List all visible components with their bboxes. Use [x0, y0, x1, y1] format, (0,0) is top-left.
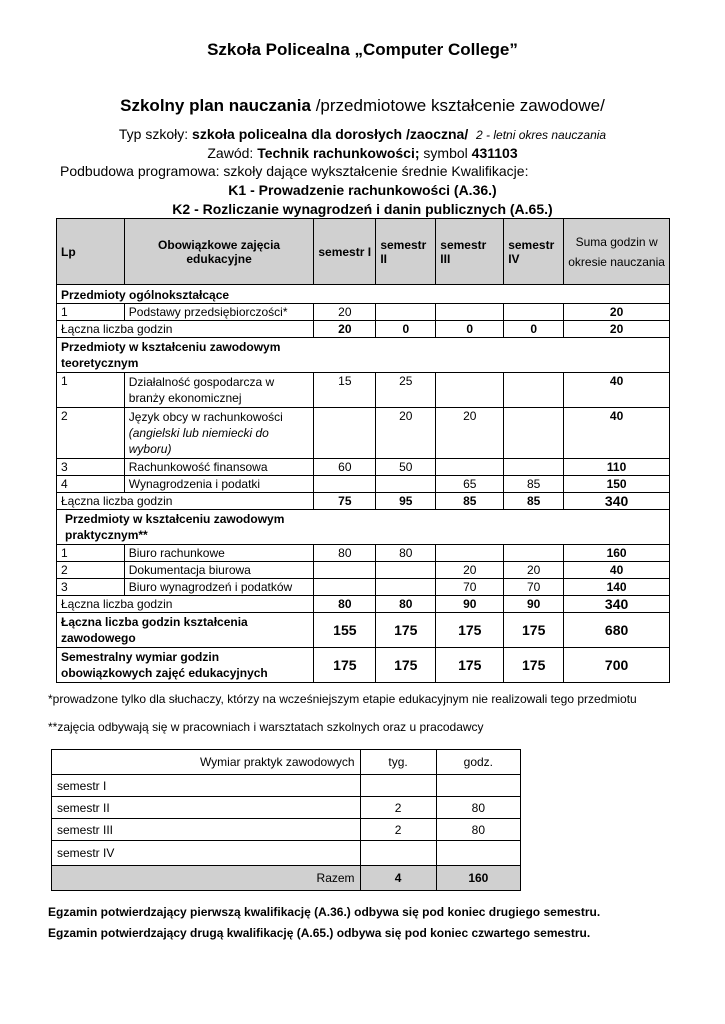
profession-line [0, 145, 725, 161]
row-lp: 3 [57, 579, 125, 596]
profession-value: Technik rachunkowości; [257, 145, 420, 161]
total-s1: 80 [314, 596, 376, 613]
row-subject: Rachunkowość finansowa [124, 459, 314, 476]
plan-title-bold: Szkolny plan nauczania [120, 96, 311, 115]
practice-semester: semestr III [52, 819, 361, 841]
vocational-total-row [57, 613, 670, 648]
practice-total-weeks: 4 [360, 866, 436, 891]
total-sum: 20 [564, 321, 670, 338]
footnote-2: **zajęcia odbywają się w pracowniach i warsztatach szkolnych oraz u pracodawcy [48, 720, 484, 734]
semester-total-row [57, 648, 670, 683]
row-s4 [504, 304, 564, 321]
practice-hours: 80 [436, 797, 520, 819]
row-s3: 65 [436, 476, 504, 493]
total-label: Łączna liczba godzin [57, 596, 314, 613]
profession-label: Zawód: [207, 145, 258, 161]
row-s2: 80 [376, 545, 436, 562]
practice-total-row [52, 866, 521, 891]
practice-semester: semestr IV [52, 841, 361, 866]
total-label: Łączna liczba godzin [57, 493, 314, 510]
row-subject: Język obcy w rachunkowości [128, 410, 283, 424]
exam-note-1: Egzamin potwierdzający pierwszą kwalifikację (A.36.) odbywa się pod koniec drugiego semestru. [48, 905, 601, 919]
row-total: 20 [564, 304, 670, 321]
practice-row [52, 775, 521, 797]
total-row [57, 493, 670, 510]
row-total: 40 [564, 408, 670, 459]
practice-total-hours: 160 [436, 866, 520, 891]
row-s2: 25 [376, 373, 436, 408]
practice-semester: semestr II [52, 797, 361, 819]
row-subject: Podstawy przedsiębiorczości* [124, 304, 314, 321]
row-s3: 20 [436, 408, 504, 459]
semester-total-sum: 700 [564, 648, 670, 683]
table-row [57, 545, 670, 562]
semester-total-label: Semestralny wymiar godzin obowiązkowych zajęć edukacyjnych [57, 648, 314, 683]
practice-weeks [360, 841, 436, 866]
row-s2: 50 [376, 459, 436, 476]
row-lp: 4 [57, 476, 125, 493]
semester-total-s1: 175 [314, 648, 376, 683]
practice-row [52, 819, 521, 841]
total-s3: 0 [436, 321, 504, 338]
vocational-total-label: Łączna liczba godzin kształcenia zawodowego [57, 613, 314, 648]
row-s3 [436, 459, 504, 476]
semester-total-s4: 175 [504, 648, 564, 683]
row-subject: Biuro wynagrodzeń i podatków [124, 579, 314, 596]
practice-row [52, 797, 521, 819]
program-basis: Podbudowa programowa: szkoły dające wykształcenie średnie Kwalifikacje: [60, 163, 529, 179]
row-lp: 1 [57, 545, 125, 562]
total-s4: 90 [504, 596, 564, 613]
total-s1: 75 [314, 493, 376, 510]
row-total: 40 [564, 562, 670, 579]
profession-symbol-label: symbol [419, 145, 472, 161]
row-lp: 3 [57, 459, 125, 476]
row-total: 140 [564, 579, 670, 596]
school-type-value: szkoła policealna dla dorosłych /zaoczna/ [192, 126, 469, 142]
total-s3: 90 [436, 596, 504, 613]
row-s4 [504, 545, 564, 562]
practice-weeks: 2 [360, 797, 436, 819]
row-s2: 20 [376, 408, 436, 459]
row-s4: 20 [504, 562, 564, 579]
total-sum: 340 [564, 596, 670, 613]
school-name: Szkoła Policealna „Computer College” [207, 40, 518, 59]
row-total: 110 [564, 459, 670, 476]
qualification-k2: K2 - Rozliczanie wynagrodzeń i danin publicznych (A.65.) [172, 201, 553, 217]
row-total: 150 [564, 476, 670, 493]
header-lp: Lp [57, 219, 125, 285]
row-lp: 1 [57, 304, 125, 321]
plan-title-rest: /przedmiotowe kształcenie zawodowe/ [310, 96, 605, 115]
header-total: Suma godzin w okresie nauczania [564, 219, 670, 285]
row-s1: 20 [314, 304, 376, 321]
row-s4 [504, 459, 564, 476]
total-s1: 20 [314, 321, 376, 338]
table-row [57, 459, 670, 476]
total-s4: 0 [504, 321, 564, 338]
vocational-total-s4: 175 [504, 613, 564, 648]
practice-weeks [360, 775, 436, 797]
total-row [57, 596, 670, 613]
row-subject: Biuro rachunkowe [124, 545, 314, 562]
practice-weeks: 2 [360, 819, 436, 841]
total-s4: 85 [504, 493, 564, 510]
semester-total-s2: 175 [376, 648, 436, 683]
practice-table [51, 749, 521, 891]
school-type-line [0, 126, 725, 142]
total-s2: 0 [376, 321, 436, 338]
practice-hours [436, 775, 520, 797]
school-type-label: Typ szkoły: [118, 126, 193, 142]
row-s3: 20 [436, 562, 504, 579]
total-label: Łączna liczba godzin [57, 321, 314, 338]
header-subject: Obowiązkowe zajęcia edukacyjne [124, 219, 314, 285]
practice-total-label: Razem [52, 866, 361, 891]
practice-hours-header: godz. [436, 750, 520, 775]
practice-hours: 80 [436, 819, 520, 841]
qualification-k1: K1 - Prowadzenie rachunkowości (A.36.) [228, 182, 497, 198]
row-s1: 60 [314, 459, 376, 476]
section-general: Przedmioty ogólnokształcące [57, 285, 670, 304]
curriculum-table [56, 218, 670, 683]
row-s1 [314, 408, 376, 459]
vocational-total-s3: 175 [436, 613, 504, 648]
table-row [57, 304, 670, 321]
table-row [57, 562, 670, 579]
school-period: 2 - letni okres nauczania [476, 128, 607, 142]
header-sem4: semestr IV [504, 219, 564, 285]
row-s3 [436, 545, 504, 562]
vocational-total-s2: 175 [376, 613, 436, 648]
section-theory: Przedmioty w kształceniu zawodowym teoretycznym [57, 338, 670, 373]
row-total: 160 [564, 545, 670, 562]
table-row [57, 476, 670, 493]
vocational-total-sum: 680 [564, 613, 670, 648]
profession-code: 431103 [471, 145, 518, 161]
row-lp: 2 [57, 562, 125, 579]
total-s2: 95 [376, 493, 436, 510]
total-s3: 85 [436, 493, 504, 510]
row-s1 [314, 562, 376, 579]
row-subject-note: (angielski lub niemiecki do wyboru) [128, 426, 269, 456]
row-subject: Wynagrodzenia i podatki [124, 476, 314, 493]
row-subject-cell [124, 408, 314, 459]
total-s2: 80 [376, 596, 436, 613]
row-s3 [436, 373, 504, 408]
row-s3 [436, 304, 504, 321]
row-s2 [376, 304, 436, 321]
row-subject: Działalność gospodarcza w branży ekonomicznej [124, 373, 314, 408]
row-s1: 15 [314, 373, 376, 408]
table-row [57, 408, 670, 459]
header-sem1: semestr I [314, 219, 376, 285]
row-s3: 70 [436, 579, 504, 596]
total-sum: 340 [564, 493, 670, 510]
semester-total-s3: 175 [436, 648, 504, 683]
row-subject: Dokumentacja biurowa [124, 562, 314, 579]
row-s2 [376, 562, 436, 579]
row-s2 [376, 476, 436, 493]
header-sem3: semestr III [436, 219, 504, 285]
row-s1: 80 [314, 545, 376, 562]
row-s4: 85 [504, 476, 564, 493]
total-row [57, 321, 670, 338]
plan-title [0, 96, 725, 116]
header-sem2: semestr II [376, 219, 436, 285]
row-s1 [314, 476, 376, 493]
practice-hours [436, 841, 520, 866]
table-row [57, 579, 670, 596]
row-total: 40 [564, 373, 670, 408]
exam-note-2: Egzamin potwierdzający drugą kwalifikację (A.65.) odbywa się pod koniec czwartego semestru. [48, 926, 591, 940]
vocational-total-s1: 155 [314, 613, 376, 648]
row-s2 [376, 579, 436, 596]
practice-row [52, 841, 521, 866]
footnote-1: *prowadzone tylko dla słuchaczy, którzy na wcześniejszym etapie edukacyjnym nie realizowali tego przedmiotu [48, 692, 637, 706]
table-row [57, 373, 670, 408]
row-s4 [504, 408, 564, 459]
practice-title: Wymiar praktyk zawodowych [52, 750, 361, 775]
practice-semester: semestr I [52, 775, 361, 797]
practice-weeks-header: tyg. [360, 750, 436, 775]
row-lp: 2 [57, 408, 125, 459]
row-s4 [504, 373, 564, 408]
section-practice: Przedmioty w kształceniu zawodowym praktycznym** [57, 510, 670, 545]
row-s1 [314, 579, 376, 596]
row-s4: 70 [504, 579, 564, 596]
row-lp: 1 [57, 373, 125, 408]
